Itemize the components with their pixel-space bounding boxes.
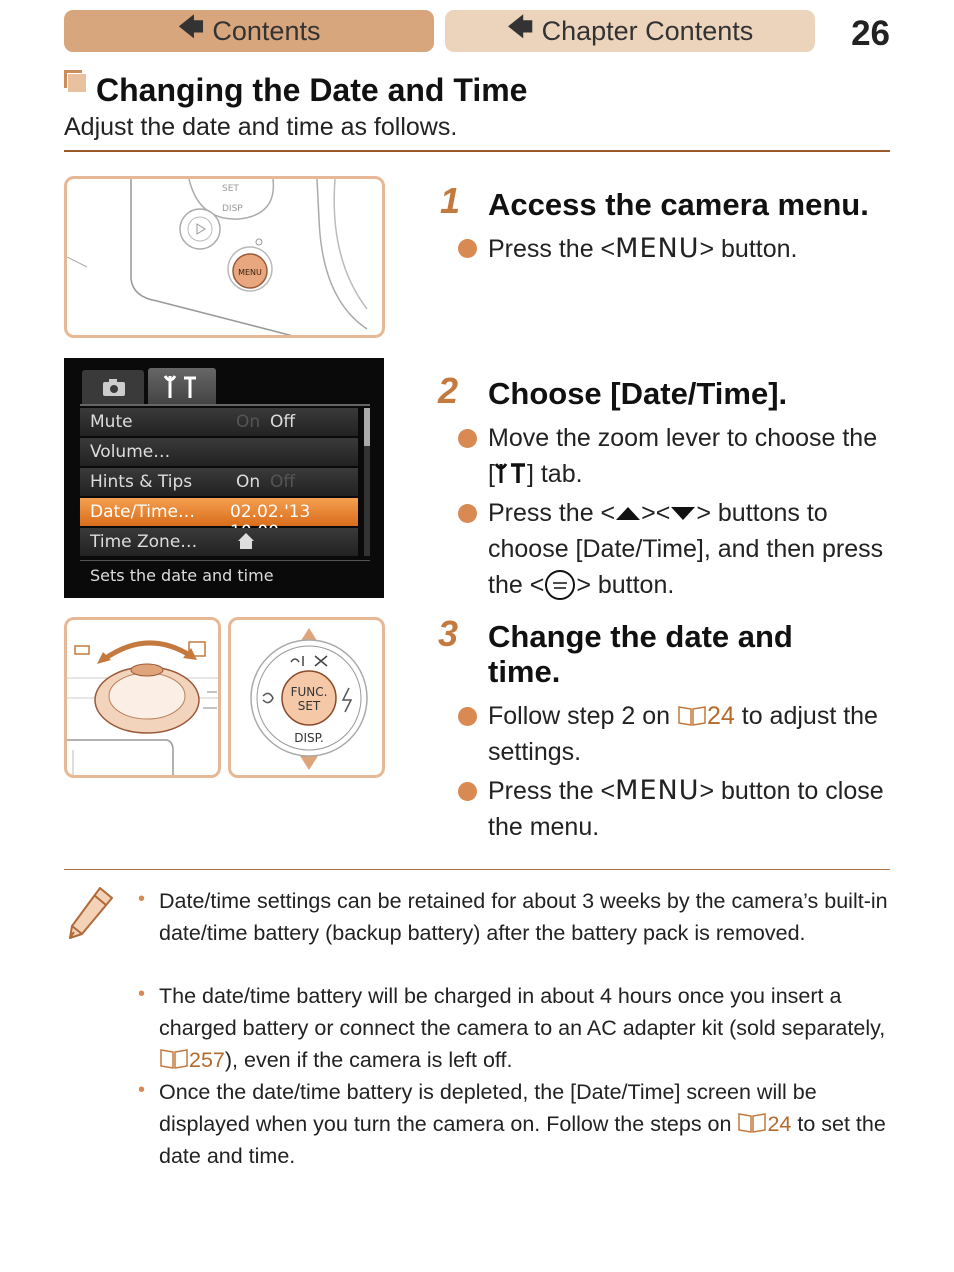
divider [64, 150, 890, 152]
disp-text: DISP [222, 204, 243, 214]
menu-button-keyword: MENU [615, 233, 700, 264]
tab-setup [148, 368, 216, 404]
step-2-bullet-2: Press the < >< > buttons to choose [Date/Time], and then press the < > button. [488, 499, 884, 599]
menu-help-text: Sets the date and time [90, 566, 274, 585]
menu-row-volume: Volume… [80, 438, 358, 466]
menu-row-mute: Mute On Off [80, 408, 358, 436]
note-item-2: The date/time battery will be charged in about 4 hours once you insert a charged battery or connect the camera to an AC adapter kit (sold separately, 257), even if the camera is left off. [159, 984, 886, 1072]
pencil-note-icon [68, 886, 114, 945]
book-icon [159, 1048, 189, 1072]
down-triangle-icon [670, 499, 696, 527]
page-reference-link[interactable]: 257 [189, 1047, 225, 1072]
tab-shooting [82, 370, 144, 404]
menu-scrollbar [364, 408, 370, 556]
page-reference-link[interactable]: 24 [707, 702, 735, 730]
menu-row-date-time: Date/Time… 02.02.'13 [80, 498, 358, 526]
bullet-dot [458, 504, 477, 523]
back-arrow-icon: 🡄 [177, 12, 205, 42]
book-icon [737, 1112, 767, 1136]
camera-menu-screen [64, 358, 384, 598]
bullet-dot [458, 782, 477, 801]
setup-tab-icon [495, 460, 527, 488]
contents-label: Contents [212, 15, 321, 46]
up-triangle-icon [615, 499, 641, 527]
chapter-contents-label: Chapter Contents [541, 15, 754, 46]
set-text: SET [222, 184, 239, 194]
page-title: Changing the Date and Time [96, 72, 528, 108]
disp-dot-text: DISP. [294, 731, 324, 745]
menu-button-text: MENU [238, 268, 262, 277]
note-item-1: Date/time settings can be retained for about 3 weeks by the camera’s built-in date/time battery (backup battery) after the battery pack is removed. [159, 889, 888, 945]
step-1-bullet-1: Press the <MENU> button. [488, 233, 798, 264]
bullet-dot [458, 707, 477, 726]
note-bullet: • [138, 888, 146, 910]
func-set-text: SET [297, 699, 321, 713]
func-set-icon [544, 571, 576, 599]
home-icon [236, 531, 256, 556]
step-title-1: Access the camera menu. [488, 187, 869, 222]
step-3-bullet-1: Follow step 2 on 24 to adjust the settings. [488, 702, 878, 766]
page-subtitle: Adjust the date and time as follows. [64, 113, 458, 141]
menu-button-keyword: MENU [615, 775, 700, 806]
step-number-1: 1 [440, 180, 461, 221]
step-number-2: 2 [438, 370, 459, 411]
step-title-3: Change the date and time. [488, 619, 793, 689]
note-bullet: • [138, 983, 146, 1005]
menu-row-hints-tips: Hints & Tips On Off [80, 468, 358, 496]
contents-button[interactable] [64, 10, 434, 52]
page-number: 26 [851, 14, 890, 53]
func-text: FUNC. [290, 685, 328, 699]
note-item-3: Once the date/time battery is depleted, the [Date/Time] screen will be displayed when you turn the camera on. Follow the steps on 24 to set the date and time. [159, 1080, 886, 1168]
step-title-2: Choose [Date/Time]. [488, 376, 788, 411]
page-reference-link[interactable]: 24 [767, 1111, 792, 1136]
menu-row-time-zone: Time Zone… [80, 528, 358, 556]
divider [64, 869, 890, 870]
back-arrow-icon: 🡄 [506, 12, 534, 42]
camera-menu-button-photo [64, 176, 385, 338]
step-2-bullet-1: Move the zoom lever to choose the [ ] tab. [488, 424, 878, 488]
bullet-dot [458, 429, 477, 448]
chapter-contents-button[interactable] [445, 10, 815, 52]
book-icon [677, 702, 707, 730]
step-number-3: 3 [438, 613, 459, 654]
section-square-icon [64, 70, 84, 90]
zoom-lever-photo [64, 617, 221, 778]
control-dial-photo [228, 617, 385, 778]
note-bullet: • [138, 1079, 146, 1101]
bullet-dot [458, 239, 477, 258]
step-3-bullet-2: Press the <MENU> button to close the menu. [488, 775, 884, 841]
